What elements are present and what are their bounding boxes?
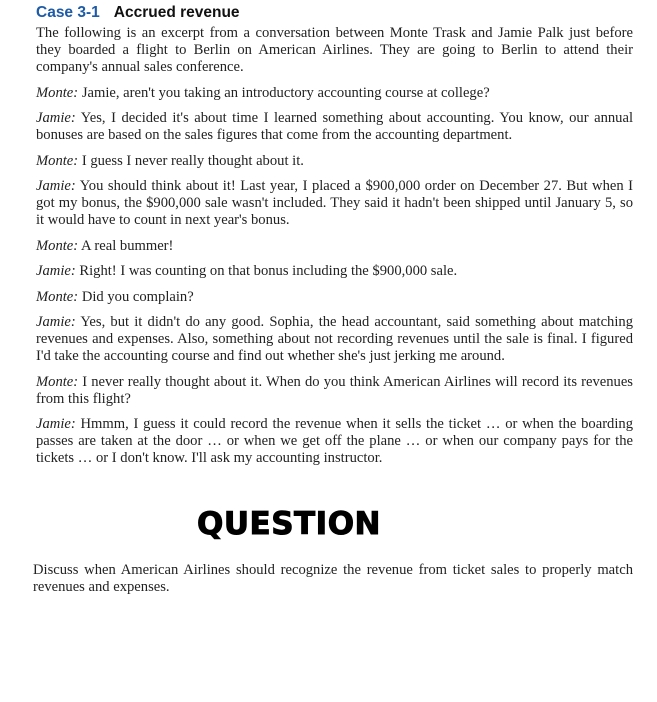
dialogue-text: You should think about it! Last year, I placed a $900,000 order on December 27. But when I got my bonus, the $900,000 sale wasn't included. They said it hadn't been shipped until January 5, so it would have to count in next year's bonus.: [36, 178, 634, 228]
dialogue: [36, 85, 633, 468]
dialogue-text: I never really thought about it. When do you think American Airlines will record its revenues from this flight?: [36, 373, 633, 407]
dialogue-line: [36, 110, 633, 144]
speaker-name: Monte:: [36, 237, 79, 254]
case-name: Accrued revenue: [113, 4, 240, 21]
speaker-name: Jamie:: [36, 314, 76, 330]
dialogue-line: [36, 85, 633, 102]
speaker-name: Jamie:: [36, 178, 76, 194]
speaker-name: Jamie:: [36, 263, 76, 279]
speaker-name: Monte:: [36, 152, 79, 169]
dialogue-line: [36, 374, 633, 408]
dialogue-line: [36, 314, 633, 365]
intro-paragraph: The following is an excerpt from a conversation between Monte Trask and Jamie Palk just before they boarded a flight to Berlin on American Airlines. They are going to Berlin to attend their company's annual sales conference.: [36, 25, 633, 75]
dialogue-text: Yes, I decided it's about time I learned something about accounting. You know, our annual bonuses are based on the sales figures that come from the accounting department.: [36, 110, 633, 143]
dialogue-line: [36, 416, 633, 467]
dialogue-text: Hmmm, I guess it could record the revenue when it sells the ticket … or when the boarding passes are taken at the door … or when we get off the plane … or when our company pays for the tickets … or I don't know. I'll ask my accounting instructor.: [36, 416, 633, 466]
dialogue-line: [36, 263, 633, 280]
dialogue-text: Jamie, aren't you taking an introductory accounting course at college?: [81, 84, 490, 101]
case-title: [36, 4, 240, 22]
dialogue-line: [36, 153, 633, 170]
dialogue-text: Right! I was counting on that bonus including the $900,000 sale.: [79, 263, 458, 279]
question-text: Discuss when American Airlines should recognize the revenue from ticket sales to properly match revenues and expenses.: [33, 562, 633, 595]
speaker-name: Jamie:: [36, 110, 76, 126]
dialogue-text: I guess I never really thought about it.: [81, 152, 304, 169]
case-body: [36, 25, 633, 476]
dialogue-line: [36, 238, 633, 255]
speaker-name: Jamie:: [36, 416, 76, 432]
dialogue-line: [36, 289, 633, 306]
case-number: Case 3-1: [36, 4, 100, 21]
dialogue-text: Yes, but it didn't do any good. Sophia, the head accountant, said something about matching revenues and expenses. Also, something about not recording revenues until the sale is final. I figured I'd take the accounting course and find out whether she's just jerking me around.: [36, 314, 634, 364]
speaker-name: Monte:: [36, 84, 79, 101]
speaker-name: Monte:: [36, 288, 79, 305]
dialogue-line: [36, 178, 633, 229]
question-heading: QUESTION: [197, 506, 382, 542]
dialogue-text: Did you complain?: [81, 288, 194, 305]
speaker-name: Monte:: [36, 373, 79, 390]
dialogue-text: A real bummer!: [81, 237, 174, 254]
